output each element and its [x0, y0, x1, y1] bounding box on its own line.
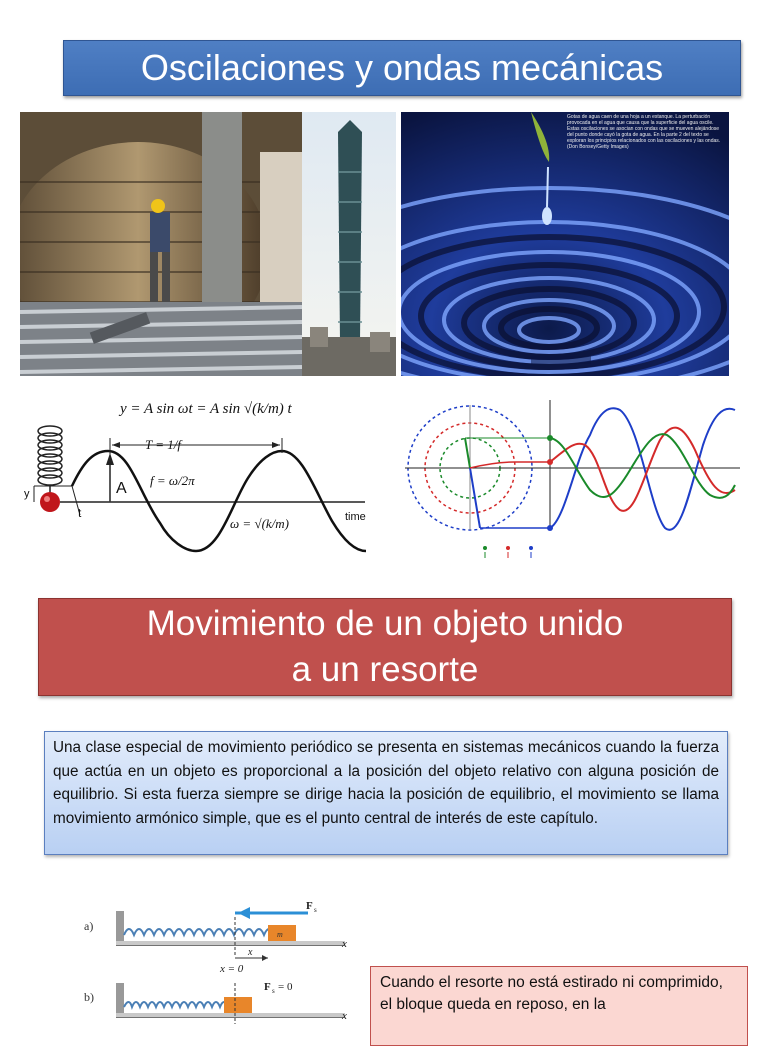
- definition-paragraph: Una clase especial de movimiento periódico se presenta en sistemas mecánicos cuando la fuerza que actúa en un objeto es proporcional a la posición del objeto relativo con alguna posición de equilibrio. Si esta fuerza siempre se dirige hacia la posición de equilibrio, el movimiento se llama movimiento armónico simple, que es el punto central de interés de este capítulo.: [44, 731, 728, 855]
- frequency-label: f = ω/2π: [150, 473, 195, 488]
- amplitude-label: A: [116, 480, 127, 497]
- water-ripple-photo: [401, 112, 729, 376]
- equation-top: y = A sin ωt = A sin √(k/m) t: [120, 401, 292, 417]
- water-ripple-image: [401, 112, 729, 376]
- axis-x-a: x: [342, 938, 347, 950]
- water-ripple-caption: Gotas de agua caen de una hoja a un estanque. La perturbación provocada en el agua que causa que la superficie del agua oscile. Estas oscilaciones se asocian con ondas que se mueven alejándose del punto donde cayó la gota de agua. En la parte 2 del texto se exploran los principios relacionados con las oscilaciones y las ondas. (Don Bonsey/Getty Images): [567, 114, 721, 150]
- phasor-wave-graph: [405, 400, 740, 565]
- period-label: T = 1/f: [145, 437, 181, 452]
- axis-x-b: x: [342, 1010, 347, 1022]
- x-zero-a: x = 0: [220, 963, 244, 975]
- main-title-text: Oscilaciones y ondas mecánicas: [140, 47, 664, 88]
- y-label: y: [24, 488, 30, 500]
- simple-harmonic-graph: [20, 393, 380, 563]
- force-b-sub: s: [272, 987, 275, 995]
- spring-block-figure: [80, 895, 360, 1024]
- section-title-line1: Movimiento de un objeto unido: [146, 604, 624, 643]
- force-b: F: [264, 981, 271, 993]
- t-label: t: [78, 506, 82, 520]
- section-title-line2: a un resorte: [291, 650, 479, 689]
- equilibrium-note: Cuando el resorte no está estirado ni comprimido, el bloque queda en reposo, en la: [370, 966, 748, 1046]
- block-b: [224, 997, 252, 1013]
- spring-coil: [38, 426, 62, 495]
- building-damper-photo: [20, 112, 396, 376]
- force-a: F: [306, 900, 313, 912]
- hanging-mass: [40, 492, 60, 512]
- label-b: b): [84, 990, 94, 1004]
- main-title: [63, 40, 741, 96]
- section-title: [38, 598, 732, 696]
- force-b-value: = 0: [278, 981, 293, 993]
- force-a-sub: s: [314, 906, 317, 914]
- x-arrow-label: x: [248, 947, 253, 958]
- sine-curve: [72, 451, 366, 551]
- time-label: time: [345, 511, 366, 523]
- label-a: a): [84, 919, 94, 933]
- mass-label-a: m: [277, 930, 283, 939]
- omega-label: ω = √(k/m): [230, 516, 290, 531]
- building-damper-image: [20, 112, 396, 376]
